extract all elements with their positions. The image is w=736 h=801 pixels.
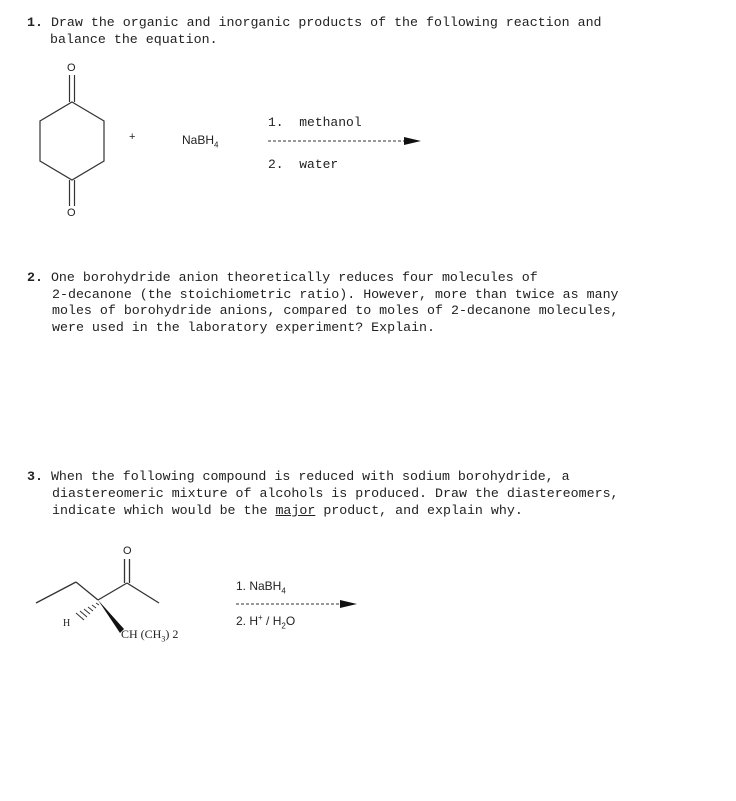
question-2-line-4: were used in the laboratory experiment? Explain.	[52, 320, 436, 335]
plus-sign: +	[129, 131, 136, 143]
reaction-arrow-1	[268, 137, 421, 145]
question-3-line-1: 3. When the following compound is reduced with sodium borohydride, a	[27, 469, 570, 484]
question-3-line-2: diastereomeric mixture of alcohols is produced. Draw the diastereomers,	[52, 486, 619, 501]
isopropyl-label: CH $(CH_3)$ 2	[121, 627, 179, 644]
question-2-line-1: 2. One borohydride anion theoretically reduces four molecules of	[27, 270, 538, 285]
question-1-text: Draw the organic and inorganic products of the following reaction and	[50, 15, 602, 30]
step-2-water: 2. water	[268, 157, 339, 172]
major-underlined: major	[275, 503, 316, 518]
oxygen-label-bottom: O	[67, 207, 76, 219]
question-2-line-2: 2-decanone (the stoichiometric ratio). However, more than twice as many	[52, 287, 619, 302]
cyclohexanedione-structure	[40, 75, 104, 206]
q3-step-2-acid-water: 2. $H^+ / H_2O$	[236, 613, 296, 631]
question-2-number: 2.	[27, 270, 43, 285]
question-3-number: 3.	[27, 469, 43, 484]
question-1-line-2: balance the equation.	[50, 32, 218, 47]
hydrogen-label: H	[63, 618, 71, 629]
oxygen-label-top: O	[67, 62, 76, 74]
ketone-oxygen-label: O	[123, 545, 132, 557]
q3-step-1-nabh4: 1. NaBH$_4$	[236, 579, 286, 596]
ketone-structure	[36, 559, 159, 603]
question-2-line-3: moles of borohydride anions, compared to moles of 2-decanone molecules,	[52, 303, 619, 318]
reaction-arrow-3	[236, 600, 357, 608]
hashed-bond	[76, 603, 99, 620]
question-3-line-3: indicate which would be the major product, and explain why.	[52, 503, 523, 518]
reagent-nabh4: NaBH$_4$	[182, 133, 219, 150]
step-1-methanol: 1. methanol	[268, 115, 362, 130]
question-1-number: 1.	[27, 15, 43, 30]
